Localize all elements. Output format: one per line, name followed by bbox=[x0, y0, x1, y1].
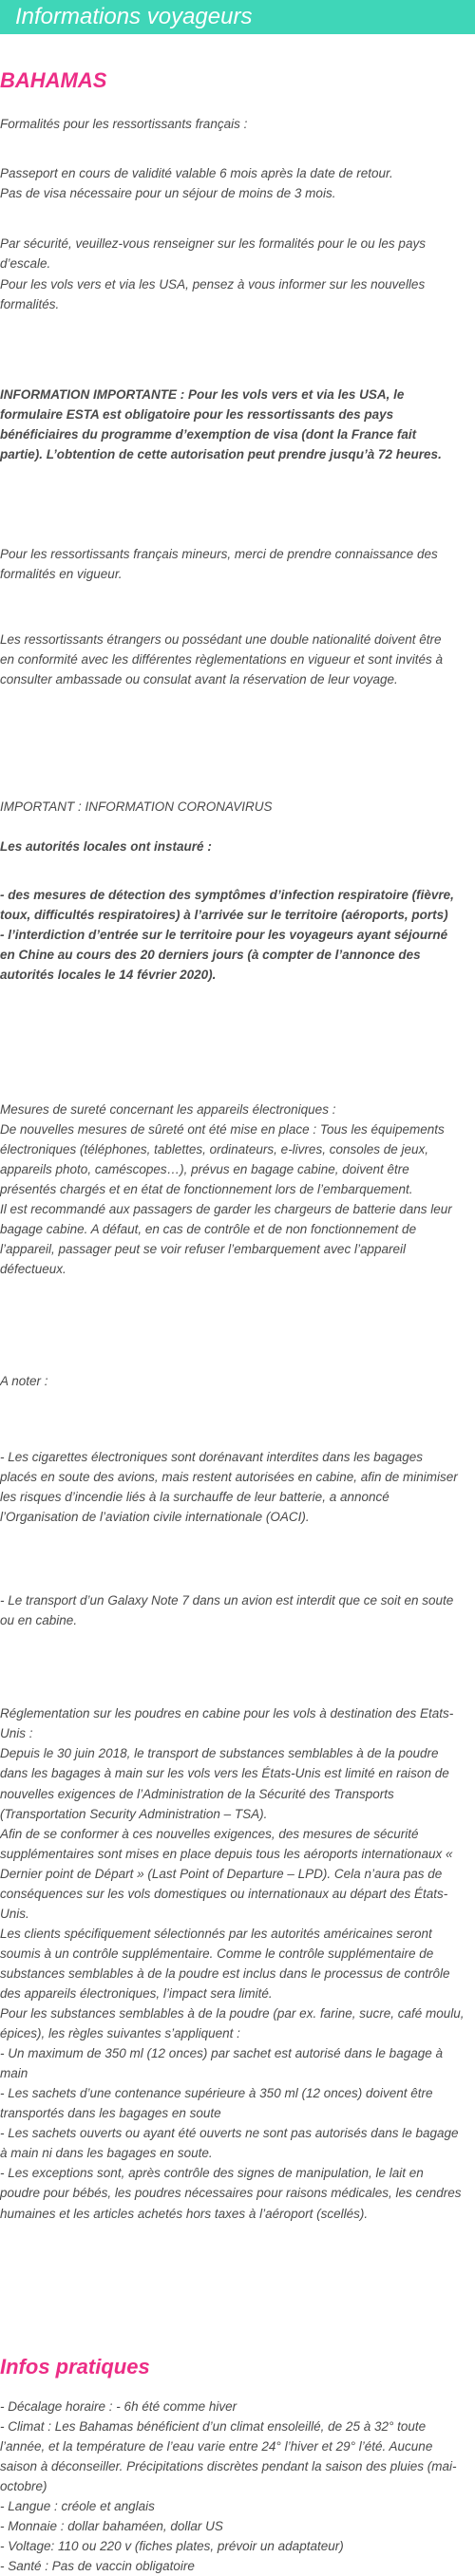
cigarettes-paragraph bbox=[0, 1447, 471, 1527]
text-line: transportés dans les bagages en soute bbox=[0, 2106, 221, 2121]
a-noter-label: A noter : bbox=[0, 1374, 48, 1389]
text-line: - Monnaie : dollar bahaméen, dollar US bbox=[0, 2519, 223, 2534]
text-line: supplémentaires sont mises en place depuis tous les aéroports internationaux « bbox=[0, 1846, 453, 1861]
securite-paragraph bbox=[0, 234, 471, 313]
infos-pratiques-list bbox=[0, 2397, 471, 2576]
text-line: - Langue : créole et anglais bbox=[0, 2499, 155, 2514]
text-line: Pour les vols vers et via les USA, pensez à vous informer sur les nouvelles bbox=[0, 276, 426, 291]
text-line: l’Organisation de l’aviation civile internationale (OACI). bbox=[0, 1510, 310, 1525]
text-line: poudre pour bébés, les poudres nécessaires pour raisons médicales, les cendres bbox=[0, 2186, 462, 2201]
text-line: ou en cabine. bbox=[0, 1613, 78, 1628]
text-line: des appareils électroniques, l’impact sera limité. bbox=[0, 1985, 273, 2001]
text-line: - des mesures de détection des symptômes d’infection respiratoire (fièvre, bbox=[0, 888, 454, 903]
text-line: - Un maximum de 350 ml (12 onces) par sachet est autorisé dans le bagage à bbox=[0, 2046, 443, 2061]
text-line: Depuis le 30 juin 2018, le transport de substances semblables à de la poudre bbox=[0, 1746, 439, 1761]
text-line: De nouvelles mesures de sûreté ont été mise en place : Tous les équipements bbox=[0, 1121, 445, 1137]
text-line: - Décalage horaire : - 6h été comme hiver bbox=[0, 2399, 238, 2414]
page-title: Informations voyageurs bbox=[15, 4, 253, 29]
page-header bbox=[0, 0, 475, 34]
text-line: Pas de visa nécessaire pour un séjour de moins de 3 mois. bbox=[0, 185, 336, 200]
text-line: bénéficiaires du programme d’exemption de visa (dont la France fait bbox=[0, 427, 417, 442]
text-line: Les clients spécifiquement sélectionnés par les autorités américaines seront bbox=[0, 1926, 432, 1941]
text-line: formalités. bbox=[0, 296, 60, 311]
text-line: - l’interdiction d’entrée sur le territoire pour les voyageurs ayant séjourné bbox=[0, 928, 448, 943]
text-line: à main ni dans les bagages en soute. bbox=[0, 2146, 213, 2161]
coronavirus-measures bbox=[0, 885, 471, 985]
poudres-paragraph bbox=[0, 1703, 471, 2223]
electronics-paragraph bbox=[0, 1100, 471, 1279]
galaxy-paragraph bbox=[0, 1590, 471, 1630]
coronavirus-title: IMPORTANT : INFORMATION CORONAVIRUS bbox=[0, 799, 273, 815]
mineurs-paragraph bbox=[0, 544, 471, 584]
text-line: formulaire ESTA est obligatoire pour les ressortissants des pays bbox=[0, 407, 394, 423]
text-line: en conformité avec les différentes règlementations en vigueur et sont invités à bbox=[0, 652, 444, 668]
text-line: défectueux. bbox=[0, 1262, 66, 1276]
formalites-intro: Formalités pour les ressortissants français : bbox=[0, 117, 248, 132]
text-line: l’appareil, passager peut se voir refuser l’embarquement avec l’appareil bbox=[0, 1241, 406, 1256]
text-line: - Les cigarettes électroniques sont dorénavant interdites dans les bagages bbox=[0, 1450, 424, 1465]
text-line: - Santé : Pas de vaccin obligatoire bbox=[0, 2559, 195, 2574]
text-line: saison à déconseiller. Précipitations discrètes pendant la saison des pluies (mai- bbox=[0, 2459, 457, 2474]
text-line: dans les bagages à main sur les vols vers les États-Unis est limité en raison de bbox=[0, 1766, 449, 1781]
text-line: Afin de se conformer à ces nouvelles exigences, des mesures de sécurité bbox=[0, 1826, 419, 1841]
text-line: les risques d’incendie liés à la surchauffe de leur batterie, a annoncé bbox=[0, 1490, 390, 1505]
passport-paragraph bbox=[0, 163, 471, 203]
text-line: toux, difficultés respiratoires) à l’arrivée sur le territoire (aéroports, ports) bbox=[0, 908, 448, 923]
text-line: bagage cabine. A défaut, en cas de contrôle et de non fonctionnement de bbox=[0, 1221, 417, 1236]
section-title-infos-pratiques: Infos pratiques bbox=[0, 2354, 150, 2379]
text-line: - Les exceptions sont, après contrôle des signes de manipulation, le lait en bbox=[0, 2166, 424, 2181]
text-line: Il est recommandé aux passagers de garder les chargeurs de batterie dans leur bbox=[0, 1201, 452, 1216]
text-line: Dernier point de Départ » (Last Point of Departure – LPD). Cela n’aura pas de bbox=[0, 1866, 443, 1881]
text-line: - Les sachets ouverts ou ayant été ouverts ne sont pas autorisés dans le bagage bbox=[0, 2126, 459, 2141]
text-line: Pour les ressortissants français mineurs, merci de prendre connaissance des bbox=[0, 546, 438, 561]
text-line: - Les sachets d’une contenance supérieure à 350 ml (12 onces) doivent être bbox=[0, 2086, 433, 2101]
text-line: main bbox=[0, 2066, 28, 2081]
text-line: présentés chargés et en état de fonctionnement lors de l’embarquement. bbox=[0, 1181, 413, 1196]
text-line: INFORMATION IMPORTANTE : Pour les vols vers et via les USA, le bbox=[0, 387, 405, 403]
coronavirus-intro: Les autorités locales ont instauré : bbox=[0, 839, 212, 855]
text-line: soumis à un contrôle supplémentaire. Comme le contrôle supplémentaire de bbox=[0, 1946, 434, 1961]
text-line: d’escale. bbox=[0, 256, 51, 272]
text-line: Par sécurité, veuillez-vous renseigner sur les formalités pour le ou les pays bbox=[0, 236, 426, 252]
text-line: Unis. bbox=[0, 1906, 29, 1921]
section-title-bahamas: BAHAMAS bbox=[0, 68, 107, 93]
text-line: partie). L’obtention de cette autorisation peut prendre jusqu’à 72 heures. bbox=[0, 447, 442, 462]
text-line: appareils photo, caméscopes…), prévus en bagage cabine, doivent être bbox=[0, 1161, 409, 1176]
text-line: humaines et les articles achetés hors taxes à l’aéroport (scellés). bbox=[0, 2206, 369, 2221]
text-line: Passeport en cours de validité valable 6 mois après la date de retour. bbox=[0, 165, 393, 180]
text-line: en Chine au cours des 20 derniers jours (à compter de l’annonce des bbox=[0, 948, 421, 963]
esta-paragraph bbox=[0, 385, 471, 464]
text-line: Mesures de sureté concernant les appareils électroniques : bbox=[0, 1101, 336, 1117]
text-line: électroniques (téléphones, tablettes, ordinateurs, e-livres, consoles de jeux, bbox=[0, 1141, 429, 1156]
text-line: épices), les règles suivantes s’appliquent : bbox=[0, 2026, 240, 2041]
text-line: Les ressortissants étrangers ou possédant une double nationalité doivent être bbox=[0, 632, 442, 647]
text-line: - Voltage: 110 ou 220 v (fiches plates, prévoir un adaptateur) bbox=[0, 2539, 344, 2554]
text-line: Réglementation sur les poudres en cabine pour les vols à destination des Etats- bbox=[0, 1706, 454, 1721]
etrangers-paragraph bbox=[0, 630, 471, 689]
text-line: l’année, et la température de l’eau varie entre 24° l’hiver et 29° l’été. Aucune bbox=[0, 2439, 433, 2454]
text-line: octobre) bbox=[0, 2479, 48, 2494]
text-line: conséquences sur les vols domestiques ou internationaux au départ des États- bbox=[0, 1886, 448, 1901]
text-line: Unis : bbox=[0, 1726, 33, 1741]
text-line: - Climat : Les Bahamas bénéficient d’un climat ensoleillé, de 25 à 32° toute bbox=[0, 2419, 427, 2435]
text-line: (Transportation Security Administration – TSA). bbox=[0, 1806, 268, 1821]
text-line: Pour les substances semblables à de la poudre (par ex. farine, sucre, café moulu, bbox=[0, 2006, 465, 2021]
text-line: autorités locales le 14 février 2020). bbox=[0, 968, 217, 983]
text-line: placés en soute des avions, mais restent autorisées en cabine, afin de minimiser bbox=[0, 1470, 458, 1485]
text-line: formalités en vigueur. bbox=[0, 566, 123, 581]
text-line: substances semblables à de la poudre est inclus dans le processus de contrôle bbox=[0, 1965, 450, 1981]
text-line: - Le transport d’un Galaxy Note 7 dans un avion est interdit que ce soit en soute bbox=[0, 1593, 454, 1608]
text-line: nouvelles exigences de l’Administration de la Sécurité des Transports bbox=[0, 1786, 394, 1801]
text-line: consulter ambassade ou consulat avant la réservation de leur voyage. bbox=[0, 672, 398, 687]
